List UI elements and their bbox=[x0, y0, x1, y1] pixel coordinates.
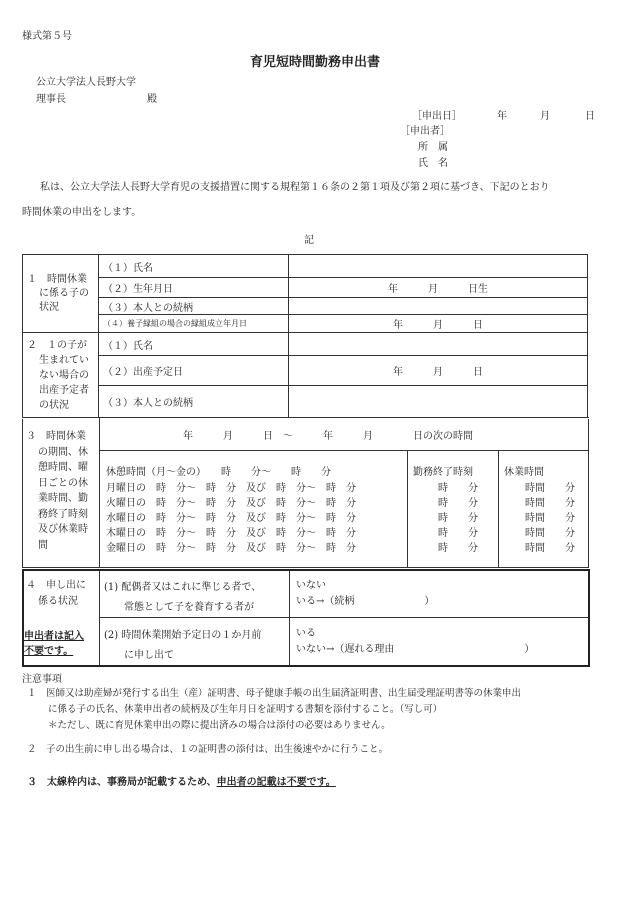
sec3-divider bbox=[99, 418, 100, 567]
sec4-divider-1 bbox=[99, 571, 100, 665]
end-time-tue[interactable]: 時 分 bbox=[438, 498, 478, 509]
note-2: ２ 子の出生前に申し出る場合は、１の証明書の添付は、出生後速やかに行うこと。 bbox=[27, 744, 389, 755]
sec2-row-due-date: （２）出産予定日 bbox=[99, 356, 289, 386]
department-label: 所 属 bbox=[418, 142, 448, 153]
sec1-title: １ 時間休業 に係る子の 状況 bbox=[23, 255, 99, 333]
day-row-tue[interactable]: 火曜日の 時 分～ 時 分 及び 時 分～ 時 分 bbox=[106, 498, 356, 509]
day-row-thu[interactable]: 木曜日の 時 分～ 時 分 及び 時 分～ 時 分 bbox=[106, 528, 356, 539]
sec2-row-relation: （３）本人との続柄 bbox=[99, 386, 289, 418]
addressee-suffix: 殿 bbox=[147, 94, 157, 105]
sec2-relation-field[interactable] bbox=[289, 386, 588, 418]
addressee-org: 公立大学法人長野大学 bbox=[36, 77, 136, 88]
day-row-fri[interactable]: 金曜日の 時 分～ 時 分 及び 時 分～ 時 分 bbox=[106, 543, 356, 554]
intro-line-1: 私は、公立大学法人長野大学育児の支援措置に関する規程第１６条の２第１項及び第２項に基づき、下記のとおり bbox=[40, 182, 550, 193]
date-day-label: 日 bbox=[585, 111, 595, 122]
ki-heading: 記 bbox=[304, 235, 314, 246]
form-title: 育児短時間勤務申出書 bbox=[249, 55, 380, 70]
leave-time-wed[interactable]: 時間 分 bbox=[525, 513, 575, 524]
note-1: １ 医師又は助産婦が発行する出生（産）証明書、母子健康手帳の出生届済証明書、出生届受理証明書等の休業申出 に係る子の氏名、休業申出者の続柄及び生年月日を証明する書類を添付すること。（写し可） ＊ただし、既に育児休業申出の際に提出済みの場合は添付の必要はありません。 bbox=[27, 688, 522, 731]
sec4-q1: (1) 配偶者又はこれに準じる者で、 常態として子を養育する者が bbox=[104, 582, 262, 613]
leave-time-tue[interactable]: 時間 分 bbox=[525, 498, 575, 509]
sec1-row-name: （１）氏名 bbox=[99, 255, 289, 278]
child-status-table bbox=[22, 254, 588, 418]
sec3-leave-divider bbox=[498, 450, 499, 567]
sec1-name-field[interactable] bbox=[289, 255, 588, 278]
sec3-period-rule bbox=[99, 450, 589, 451]
end-time-fri[interactable]: 時 分 bbox=[438, 543, 478, 554]
intro-line-2: 時間休業の申出をします。 bbox=[22, 207, 142, 218]
sec3-leave-header: 休業時間 bbox=[504, 467, 544, 478]
form-number: 様式第５号 bbox=[22, 31, 72, 42]
sec2-title: ２ １の子が 生まれてい ない場合の 出産予定者 の状況 bbox=[23, 333, 99, 418]
end-time-wed[interactable]: 時 分 bbox=[438, 513, 478, 524]
sec4-a2[interactable]: いる いない→（遅れる理由 ） bbox=[296, 628, 535, 655]
end-time-thu[interactable]: 時 分 bbox=[438, 528, 478, 539]
end-time-mon[interactable]: 時 分 bbox=[438, 483, 478, 494]
sec4-a1[interactable]: いない いる→（続柄 ） bbox=[296, 580, 435, 607]
sec4-note: 申出者は記入 不要です。 bbox=[24, 631, 84, 657]
date-year-label: 年 bbox=[497, 111, 507, 122]
name-label: 氏 名 bbox=[418, 158, 448, 169]
sec1-row-birthdate: （２）生年月日 bbox=[99, 278, 289, 298]
day-row-mon[interactable]: 月曜日の 時 分～ 時 分 及び 時 分～ 時 分 bbox=[106, 483, 356, 494]
notes-heading: 注意事項 bbox=[22, 674, 62, 685]
leave-time-thu[interactable]: 時間 分 bbox=[525, 528, 575, 539]
sec3-end-divider bbox=[407, 450, 408, 567]
application-date-label: ［申出日］ bbox=[412, 111, 462, 122]
applicant-label: ［申出者］ bbox=[400, 126, 450, 137]
sec3-title: ３ 時間休業 の期間、休 憩時間、曜 日ごとの休 業時間、勤 務終了時刻 及び休業時 間 bbox=[26, 431, 88, 551]
sec4-title: ４ 申し出に 係る状況 bbox=[26, 580, 86, 607]
sec1-row-relation: （３）本人との続柄 bbox=[99, 298, 289, 315]
sec3-period-field[interactable]: 年 月 日 ～ 年 月 日の次の時間 bbox=[183, 431, 473, 442]
date-month-label: 月 bbox=[540, 111, 550, 122]
sec1-adoption-field[interactable]: 年 月 日 bbox=[289, 315, 588, 333]
note-3: ３ 太線枠内は、事務局が記載するため、申出者の記載は不要です。 bbox=[27, 777, 336, 788]
sec3-break-header: 休憩時間（月～金の） 時 分～ 時 分 bbox=[106, 467, 331, 478]
sec3-top-rule bbox=[22, 417, 589, 418]
sec4-q2: (2) 時間休業開始予定日の１か月前 に申し出て bbox=[104, 630, 262, 661]
sec2-due-date-field[interactable]: 年 月 日 bbox=[289, 356, 588, 386]
day-row-wed[interactable]: 水曜日の 時 分～ 時 分 及び 時 分～ 時 分 bbox=[106, 513, 356, 524]
addressee-role: 理事長 bbox=[36, 94, 66, 105]
leave-time-mon[interactable]: 時間 分 bbox=[525, 483, 575, 494]
sec1-row-adoption: （４）養子縁組の場合の縁組成立年月日 bbox=[99, 315, 289, 333]
sec2-row-name: （１）氏名 bbox=[99, 333, 289, 356]
sec1-birthdate-field[interactable]: 年 月 日生 bbox=[289, 278, 588, 298]
sec4-divider-2 bbox=[289, 571, 290, 665]
sec3-end-header: 勤務終了時刻 bbox=[413, 467, 473, 478]
leave-time-fri[interactable]: 時間 分 bbox=[525, 543, 575, 554]
sec1-relation-field[interactable] bbox=[289, 298, 588, 315]
sec2-name-field[interactable] bbox=[289, 333, 588, 356]
